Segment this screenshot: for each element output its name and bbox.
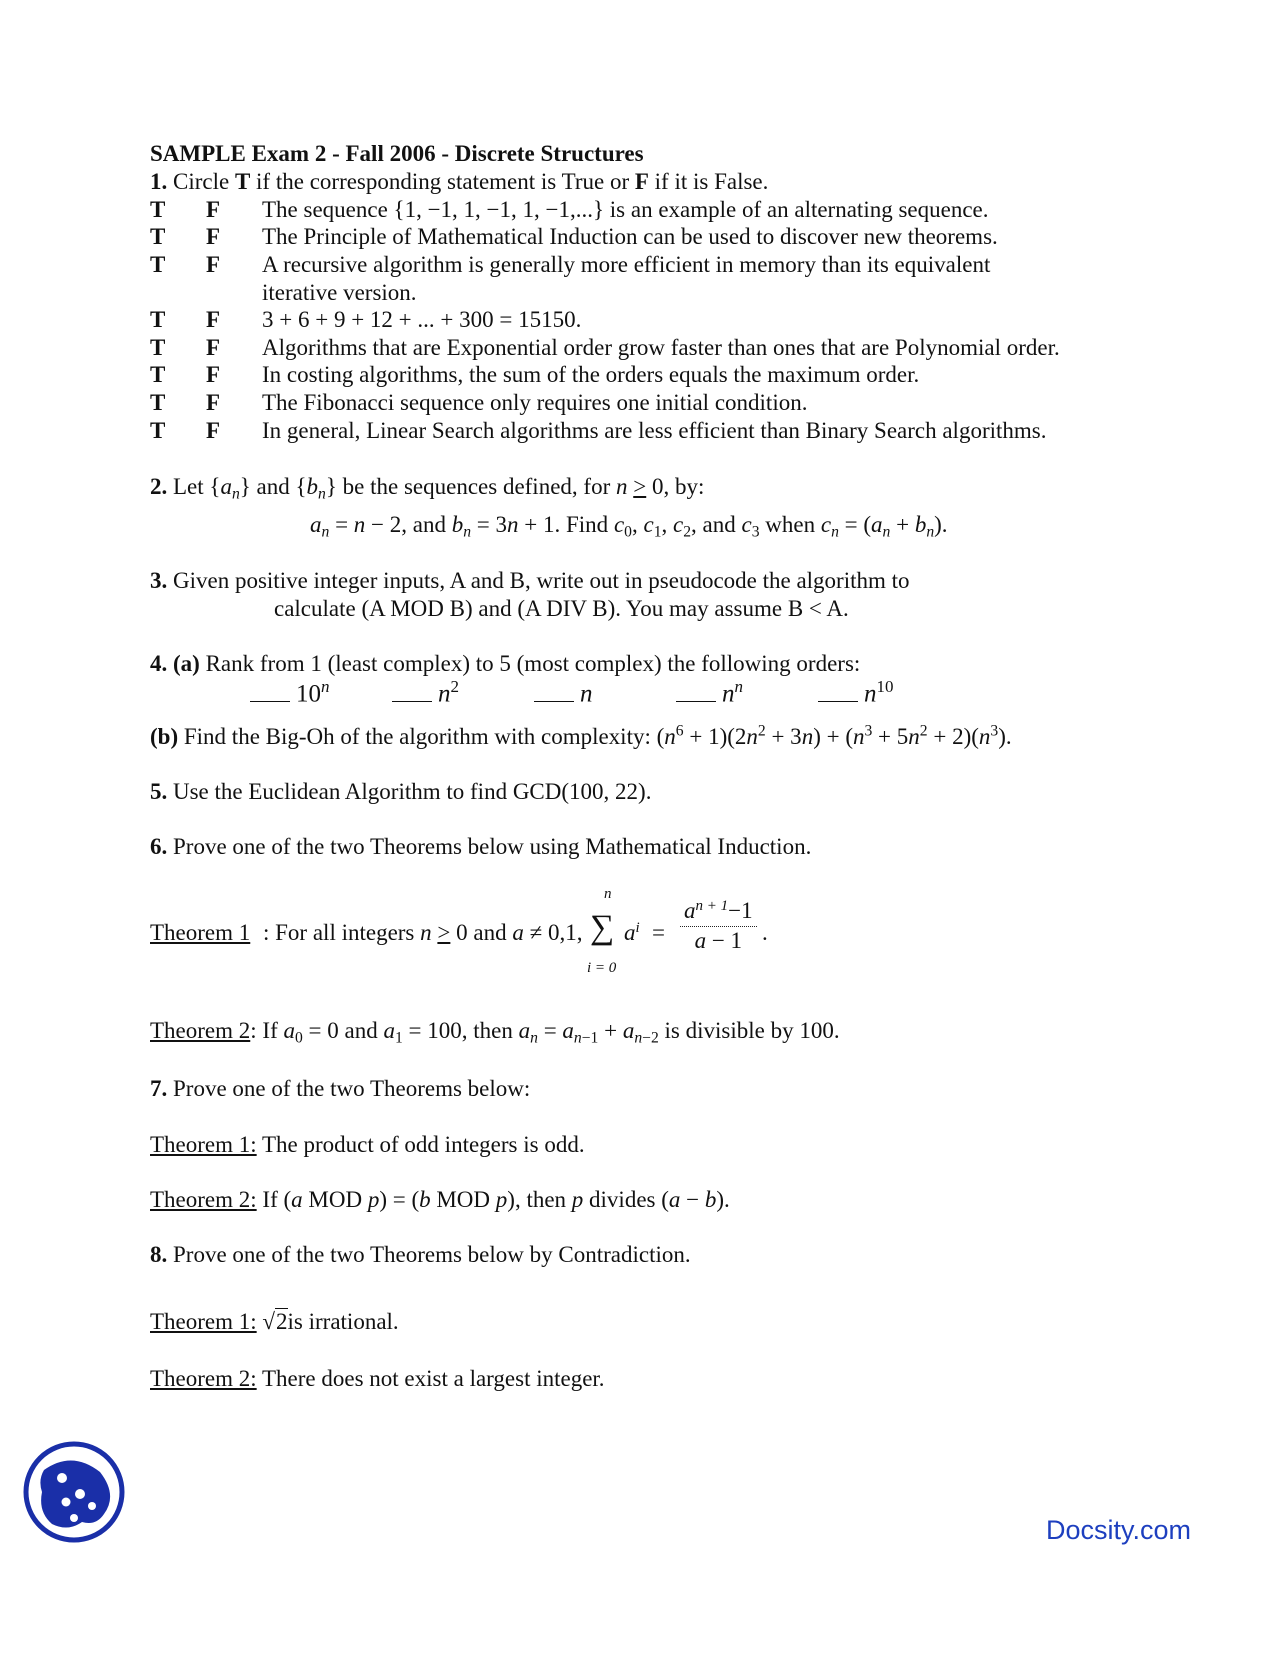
fraction: $\frac{a^{n + 1}-1}{a - 1}$: [680, 897, 757, 956]
false-option[interactable]: F: [206, 390, 221, 415]
theorem-label: Theorem 1:: [150, 1132, 257, 1157]
true-option[interactable]: T: [150, 307, 166, 332]
q4a-prompt: 4. (a) Rank from 1 (least complex) to 5 (most complex) the following orders:: [150, 651, 861, 676]
true-option[interactable]: T: [150, 252, 166, 277]
tf-statement: A recursive algorithm is generally more efficient in memory than its equivalent iterative version.: [262, 252, 991, 305]
order-item: $n^{10}$: [818, 678, 894, 710]
true-option[interactable]: T: [150, 362, 166, 387]
false-option[interactable]: F: [206, 224, 221, 249]
q2-definition: $a_n = n - 2$, and $b_n = 3n + 1$. Find $c_0$, $c_1$, $c_2$, and $c_3$ when $c_n = (a_n + b_n)$.: [310, 512, 948, 541]
false-option[interactable]: F: [206, 335, 221, 360]
square-root-2: √2: [262, 1309, 288, 1334]
rank-blank[interactable]: [392, 678, 432, 702]
order-item: $n^2$: [392, 678, 459, 710]
exam-title: SAMPLE Exam 2 - Fall 2006 - Discrete Structures: [150, 141, 644, 166]
q3-prompt: 3. Given positive integer inputs, A and B, write out in pseudocode the algorithm to: [150, 568, 910, 593]
false-option[interactable]: F: [206, 197, 221, 222]
theorem-label: Theorem 1: [150, 920, 251, 945]
theorem-label: Theorem 1:: [150, 1309, 257, 1334]
false-option[interactable]: F: [206, 362, 221, 387]
order-item: $n^n$: [676, 678, 743, 710]
q2-prompt: 2. Let $\{a_n\}$ and $\{b_n\}$ be the sequences defined, for n > 0, by:: [150, 474, 705, 503]
order-item: 10$^n$: [250, 678, 330, 710]
tf-statement: In costing algorithms, the sum of the orders equals the maximum order.: [262, 362, 920, 387]
q7-theorem-2: Theorem 2: If (a MOD p) = (b MOD p), then p divides (a − b).: [150, 1187, 730, 1212]
orders-list: [250, 678, 1010, 714]
rank-blank[interactable]: [676, 678, 716, 702]
docsity-logo-icon[interactable]: [22, 1440, 126, 1544]
true-option[interactable]: T: [150, 335, 166, 360]
tf-statement: In general, Linear Search algorithms are less efficient than Binary Search algorithms.: [262, 418, 1047, 443]
docsity-brand-link[interactable]: Docsity.com: [1046, 1515, 1192, 1545]
q7-prompt: 7. Prove one of the two Theorems below:: [150, 1076, 531, 1101]
tf-statement: The Principle of Mathematical Induction can be used to discover new theorems.: [262, 224, 998, 249]
rank-blank[interactable]: [534, 678, 574, 702]
q6-theorem-2: Theorem 2: If $a_0 = 0$ and $a_1 = 100$, then $a_n = a_{n-1} + a_{n-2}$ is divisible by 100.: [150, 1018, 840, 1047]
true-option[interactable]: T: [150, 418, 166, 443]
tf-statement: 3 + 6 + 9 + 12 + ... + 300 = 15150.: [262, 307, 582, 332]
q8-theorem-1: Theorem 1: √2is irrational.: [150, 1308, 399, 1337]
theorem-label: Theorem 2: [150, 1018, 251, 1043]
tf-statement: The Fibonacci sequence only requires one initial condition.: [262, 390, 808, 415]
theorem-label: Theorem 2:: [150, 1366, 257, 1391]
rank-blank[interactable]: [250, 678, 290, 702]
tf-statement: Algorithms that are Exponential order grow faster than ones that are Polynomial order.: [262, 335, 1060, 360]
false-option[interactable]: F: [206, 307, 221, 332]
order-item: n: [534, 678, 593, 710]
tf-statement: The sequence {1, −1, 1, −1, 1, −1,...} is an example of an alternating sequence.: [262, 197, 989, 222]
rank-blank[interactable]: [818, 678, 858, 702]
theorem-label: Theorem 2:: [150, 1187, 257, 1212]
q3-prompt-continued: calculate (A MOD B) and (A DIV B). You may assume B < A.: [274, 596, 849, 621]
q5-prompt: 5. Use the Euclidean Algorithm to find GCD(100, 22).: [150, 779, 652, 804]
q4b-prompt: (b) Find the Big-Oh of the algorithm with complexity: $(n^6 + 1)(2n^2 + 3n) + (n^3 + 5n^2 + 2)(n^3)$.: [150, 722, 1012, 749]
q8-theorem-2: Theorem 2: There does not exist a largest integer.: [150, 1366, 605, 1391]
q8-prompt: 8. Prove one of the two Theorems below by Contradiction.: [150, 1242, 691, 1267]
false-option[interactable]: F: [206, 252, 221, 277]
true-option[interactable]: T: [150, 224, 166, 249]
true-option[interactable]: T: [150, 390, 166, 415]
q1-instructions: 1. Circle T if the corresponding statement is True or F if it is False.: [150, 169, 769, 194]
summation-symbol: ∑: [590, 909, 615, 946]
true-option[interactable]: T: [150, 197, 166, 222]
q6-prompt: 6. Prove one of the two Theorems below using Mathematical Induction.: [150, 834, 812, 859]
q7-theorem-1: Theorem 1: The product of odd integers is odd.: [150, 1132, 585, 1157]
false-option[interactable]: F: [206, 418, 221, 443]
